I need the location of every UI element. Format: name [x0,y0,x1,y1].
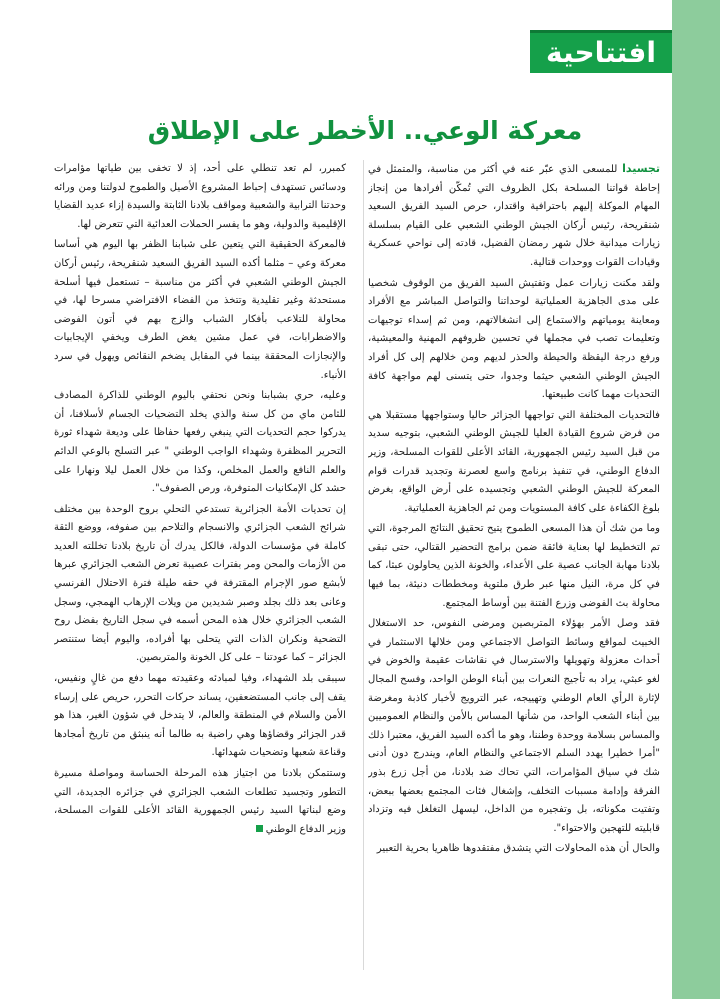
lead-word: تجسيدا [622,162,660,175]
paragraph: وما من شك أن هذا المسعى الطموح يتيح تحقيق النتائج المرجوة، التي تم التخطيط لها بعناية فائقة ضمن برامج التحضير القتالي، حتى تبقى بلادنا مهابة الجانب عصية على الأعداء، والخونة الذين يحاولون عبثا، كما في كل مرة، النيل منها عبر طرق ملتوية ومخططات دنيئة، بما فيها محاولة بث الفوضى وزرع الفتنة بين أوساط المجتمع. [368,523,660,609]
paragraph: فالمعركة الحقيقية التي يتعين على شبابنا الظفر بها اليوم هي أساسا معركة وعي – مثلما أكده السيد الفريق السعيد شنقريحة، رئيس أركان الجيش الوطني الشعبي في أكثر من مناسبة – تستعمل فيها أسلحة مستحدثة وغير تقليدية وتتخذ من الفضاء الافتراضي مسرحا لها، في محاولة للتلاعب بأفكار الشباب والزج بهم في أتون الفوضى والاضطرابات، في عمل مشين يغض الطرف ويخفي الإيجابيات والإنجازات المحققة بينما في المقابل يضخم النقائص ويهول في سرد الأنباء. [54,239,346,381]
paragraph [54,765,346,839]
page-title: معركة الوعي.. الأخطر على الإطلاق [147,116,583,145]
side-color-strip [672,0,720,999]
paragraph: ولقد مكنت زيارات عمل وتفتيش السيد الفريق من الوقوف شخصيا على مدى الجاهزية العملياتية لوحداتنا والتواصل المباشر مع الأفراد ومعاينة يومياتهم والاستماع إلى انشغالاتهم، ومن ثم إسداء توجيهات وتعليمات تصب في مجملها في تحسين ظروفهم المهنية والمعيشية، ورفع درجة اليقظة والحيطة والحذر لديهم ومن خلالهم إلى كل أفراد الجيش الوطني الشعبي حيثما وجدوا، حتى يتسنى لهم مواجهة كافة التحديات مهما كانت طبيعتها. [368,277,660,401]
paragraph: فالتحديات المختلفة التي تواجهها الجزائر حاليا وستواجهها مستقبلا هي من فرض شروع القيادة العليا للجيش الوطني الشعبي، بتوجيه سديد من قبل السيد رئيس الجمهورية، القائد الأعلى للقوات المسلحة، وزير الدفاع الوطني، في تنفيذ برنامج واسع لعصرنة وتجديد قدرات قوام المعركة للجيش الوطني الشعبي وتجسيده على أرض الواقع، بغرض بلوغ الكفاءة على كافة المستويات ومن ثم الجاهزية العملياتية. [368,409,660,514]
article-body [54,160,660,970]
end-of-article-mark [256,825,263,832]
paragraph-text: للمسعى الذي عبّر عنه في أكثر من مناسبة، والمتمثل في إحاطة قواتنا المسلحة بكل الظروف التي تُمكّن أفرادها من إنجاز المهام الموكلة إليهم باحترافية واقتدار، حرص السيد الفريق السعيد شنقريحة، رئيس أركان الجيش الوطني الشعبي على القيام بسلسلة زيارات ميدانية خلال شهر رمضان الفضيل، قادته إلى نواحي عسكرية وقيادات القوات ووحدات قتالية. [368,164,660,268]
paragraph: سيبقى بلد الشهداء، وفيا لمبادئه وعقيدته مهما دفع من غالٍ ونفيس، يقف إلى جانب المستضعفين، يساند حركات التحرر، حريص على إرساء الأمن والسلام في المنطقة والعالم، لا يتدخل في شؤون الغير، هذا هو قدر الجزائر وقضاؤها وهي راضية به طالما أنه ينبثق من تاريخ أمجادها وقناعة شعبها وتضحيات شهدائها. [54,673,346,759]
section-tag: افتتاحية [530,30,672,73]
paragraph: إن تحديات الأمة الجزائرية تستدعي التحلي بروح الوحدة بين مختلف شرائح الشعب الجزائري والانسجام والتلاحم بين صفوفه، ووضع الثقة كاملة في مؤسسات الدولة، فالكل يدرك أن تاريخ بلادنا تخللته العديد من الأزمات والمحن ومر بفترات عصيبة تعرض الشعب الجزائري عبرها لأبشع صور الإجرام المقترفة في حقه طيلة فترة الاحتلال الفرنسي وعانى بعد ذلك بجلد وصبر شديدين من ويلات الإرهاب الهمجي، وسجل الشعب الجزائري خلال هذه المحن أسمه في سجل التاريخ بفضل روح التضحية ونكران الذات التي يتحلى بها أفراده، واليوم أيضا ستنتصر الجزائر – كما عودتنا – على كل الخونة والمتربصين. [54,503,346,664]
left-column [54,160,346,970]
paragraph: فقد وصل الأمر بهؤلاء المتربصين ومرضى النفوس، حد الاستغلال الخبيث لمواقع وسائط التواصل الاجتماعي ومن خلالها الاستثمار في أحداث معزولة وتهويلها والاسترسال في نقاشات عقيمة والخوض في لغو عبثي، يراد به تأجيج النعرات بين أبناء الوطن الواحد، وفسح المجال لإثارة الرأي العام الوطني وتهييجه، عبر الترويج لأخبار كاذبة ومغرضة بين أبناء الشعب الواحد، من شأنها المساس بالأمن والنظام العموميين والمساس بسلامة ووحدة وطننا، وهو ما أكده السيد الفريق، معتبرا ذلك "أمرا خطيرا يهدد السلم الاجتماعي والنظام العام، ويندرج دون أدنى شك في سياق المؤامرات، التي تحاك ضد بلادنا، من أجل زرع بذور الفرقة وإدامة مسببات التخلف، وإشغال فئات المجتمع بعضها ببعض، وتفتيت مكوناته، بل وتفجيره من الداخل، ليسهل التغلغل فيه وتزداد قابليته للتهجين والاحتواء". [368,618,660,834]
right-column [368,160,660,970]
paragraph: وعليه، حري بشبابنا ونحن نحتفي باليوم الوطني للذاكرة المصادف للثامن ماي من كل سنة والذي يخلد التضحيات الجسام لأسلافنا، أن يدركوا حجم التحديات التي ينبغي رفعها حفاظا على وديعة شهداء ثورة التحرير المظفرة وشهداء الواجب الوطني " عبر التسلح بالوعي الدائم والعلم النافع والعمل المخلص، وكذا من خلال العمل ليلا ونهارا على حشد كل الإمكانيات المتوفرة، ورص الصفوف". [54,390,346,495]
paragraph-text: وستتمكن بلادنا من اجتياز هذه المرحلة الحساسة ومواصلة مسيرة التطور وتجسيد تطلعات الشعب الجزائري في جزائره الجديدة، التي وضع لبناتها السيد رئيس الجمهورية القائد الأعلى للقوات المسلحة، وزير الدفاع الوطني [54,768,346,835]
paragraph: كمبرر، لم تعد تنطلي على أحد، إذ لا تخفى بين طياتها مؤامرات ودسائس تستهدف إحباط المشروع الأصيل والطموح لدولتنا ومن ورائه وحدتنا الترابية والشعبية ومواقف بلادنا الثابتة والسيدة إزاء عديد القضايا الإقليمية والدولية، وهو ما يفسر الحملات العدائية التي تتعرض لها. [54,163,346,230]
paragraph [368,160,660,273]
paragraph: والحال أن هذه المحاولات التي يتشدق مفتقدوها ظاهريا بحرية التعبير [376,843,660,855]
